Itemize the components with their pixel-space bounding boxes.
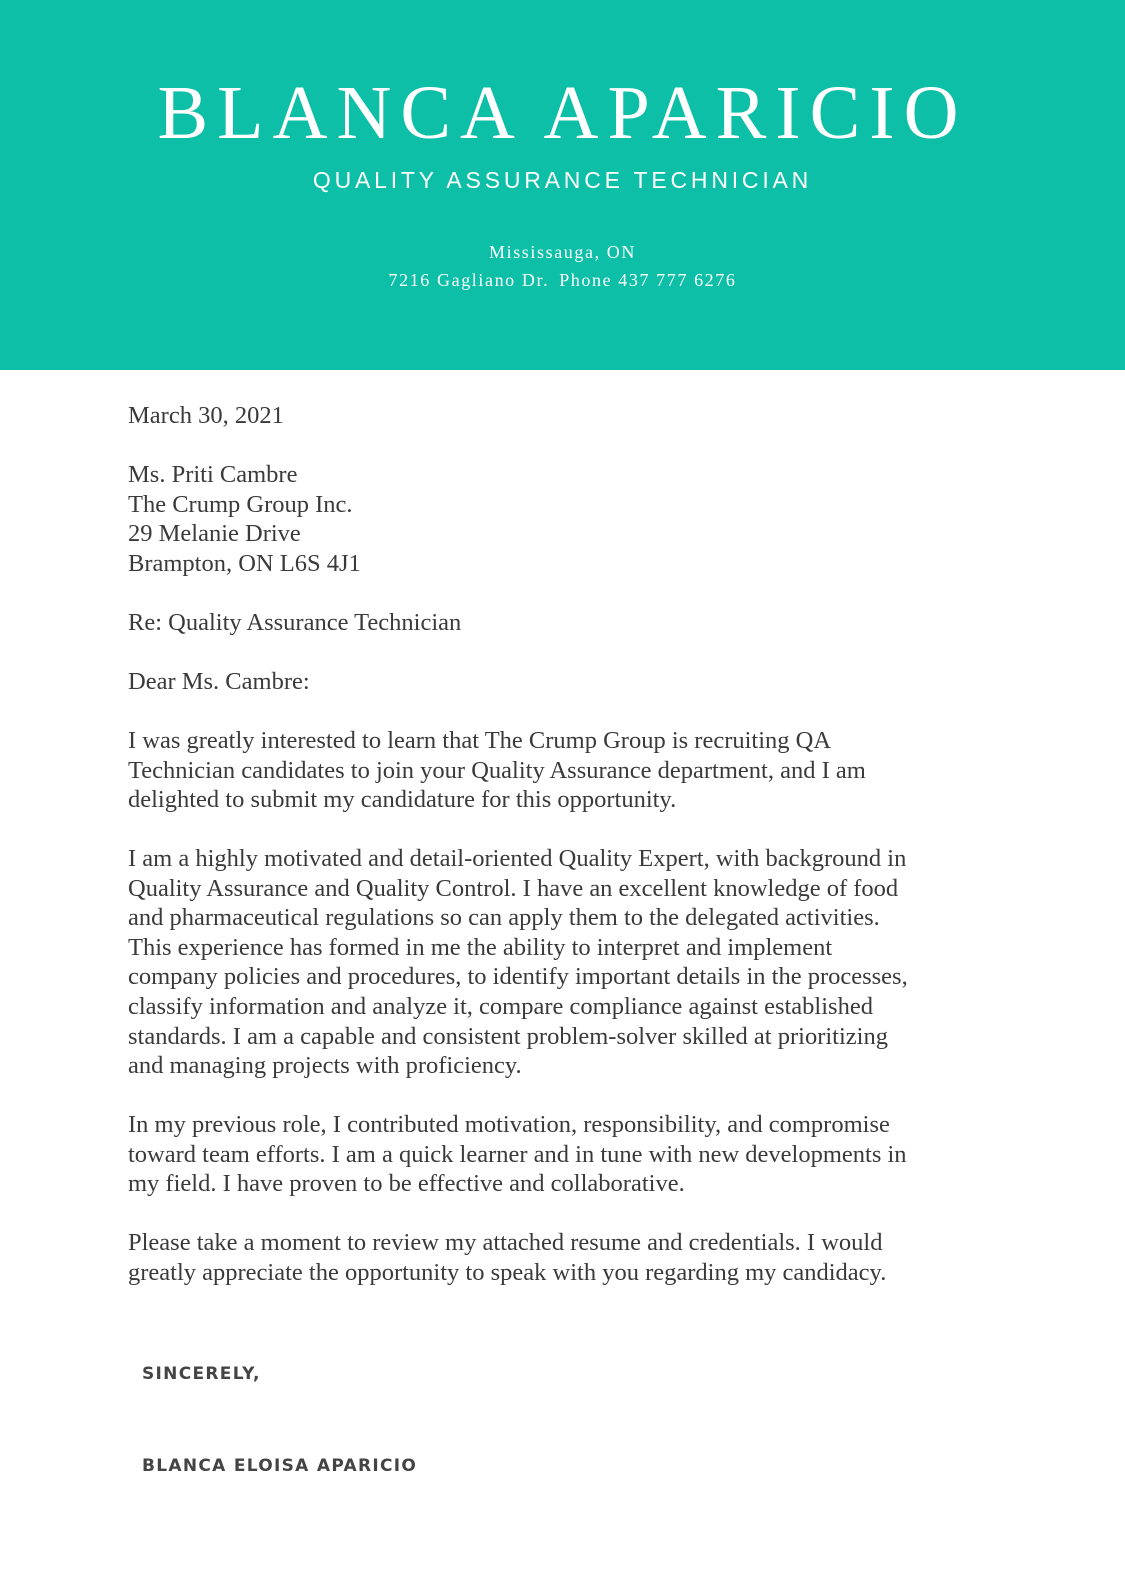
paragraph-line: This experience has formed in me the ability to interpret and implement [128,933,833,961]
applicant-name: BLANCA APARICIO [157,71,968,155]
recipient-company: The Crump Group Inc. [128,490,353,518]
paragraph-line: Please take a moment to review my attached resume and credentials. I would [128,1229,883,1256]
paragraph-1 [128,726,1028,815]
paragraph-line: and managing projects with proficiency. [128,1052,522,1080]
closing-text: SINCERELY, [142,1364,261,1384]
paragraph-line: delighted to submit my candidature for this opportunity. [128,786,677,814]
paragraph-line: and pharmaceutical regulations so can apply them to the delegated activities. [128,904,880,932]
recipient-block [128,460,1028,578]
paragraph-line: I was greatly interested to learn that The Crump Group is recruiting QA [128,727,832,754]
paragraph-line: greatly appreciate the opportunity to speak with you regarding my candidacy. [128,1258,887,1286]
contact-address-phone [0,267,1125,293]
letter-date [128,401,1028,431]
subject-line [128,608,1028,638]
paragraph-line: I am a highly motivated and detail-oriented Quality Expert, with background in [128,845,907,872]
paragraph-4 [128,1228,1028,1287]
recipient-name: Ms. Priti Cambre [128,461,298,488]
paragraph-line: my field. I have proven to be effective and collaborative. [128,1170,685,1198]
paragraph-line: Technician candidates to join your Quality Assurance department, and I am [128,756,866,784]
paragraph-line: classify information and analyze it, compare compliance against established [128,992,873,1020]
header-banner [0,0,1125,370]
paragraph-line: Quality Assurance and Quality Control. I have an excellent knowledge of food [128,874,899,902]
salutation-text: Dear Ms. Cambre: [128,668,310,695]
salutation [128,667,1028,697]
date-line: March 30, 2021 [128,402,284,429]
paragraph-line: toward team efforts. I am a quick learner and in tune with new developments in [128,1140,907,1168]
contact-phone: Phone 437 777 6276 [559,270,737,290]
contact-city: Mississauga, ON [488,242,636,262]
job-title: QUALITY ASSURANCE TECHNICIAN [312,167,813,193]
paragraph-line: company policies and procedures, to identify important details in the processes, [128,963,908,991]
subject-text: Re: Quality Assurance Technician [128,609,462,636]
contact-address: 7216 Gagliano Dr. [388,270,550,290]
recipient-city: Brampton, ON L6S 4J1 [128,549,361,577]
paragraph-line: In my previous role, I contributed motivation, responsibility, and compromise [128,1111,890,1138]
paragraph-line: standards. I am a capable and consistent problem-solver skilled at prioritizing [128,1022,888,1050]
paragraph-3 [128,1110,1028,1199]
signature-name: BLANCA ELOISA APARICIO [142,1456,418,1476]
paragraph-2 [128,844,1028,1081]
recipient-street: 29 Melanie Drive [128,520,301,548]
